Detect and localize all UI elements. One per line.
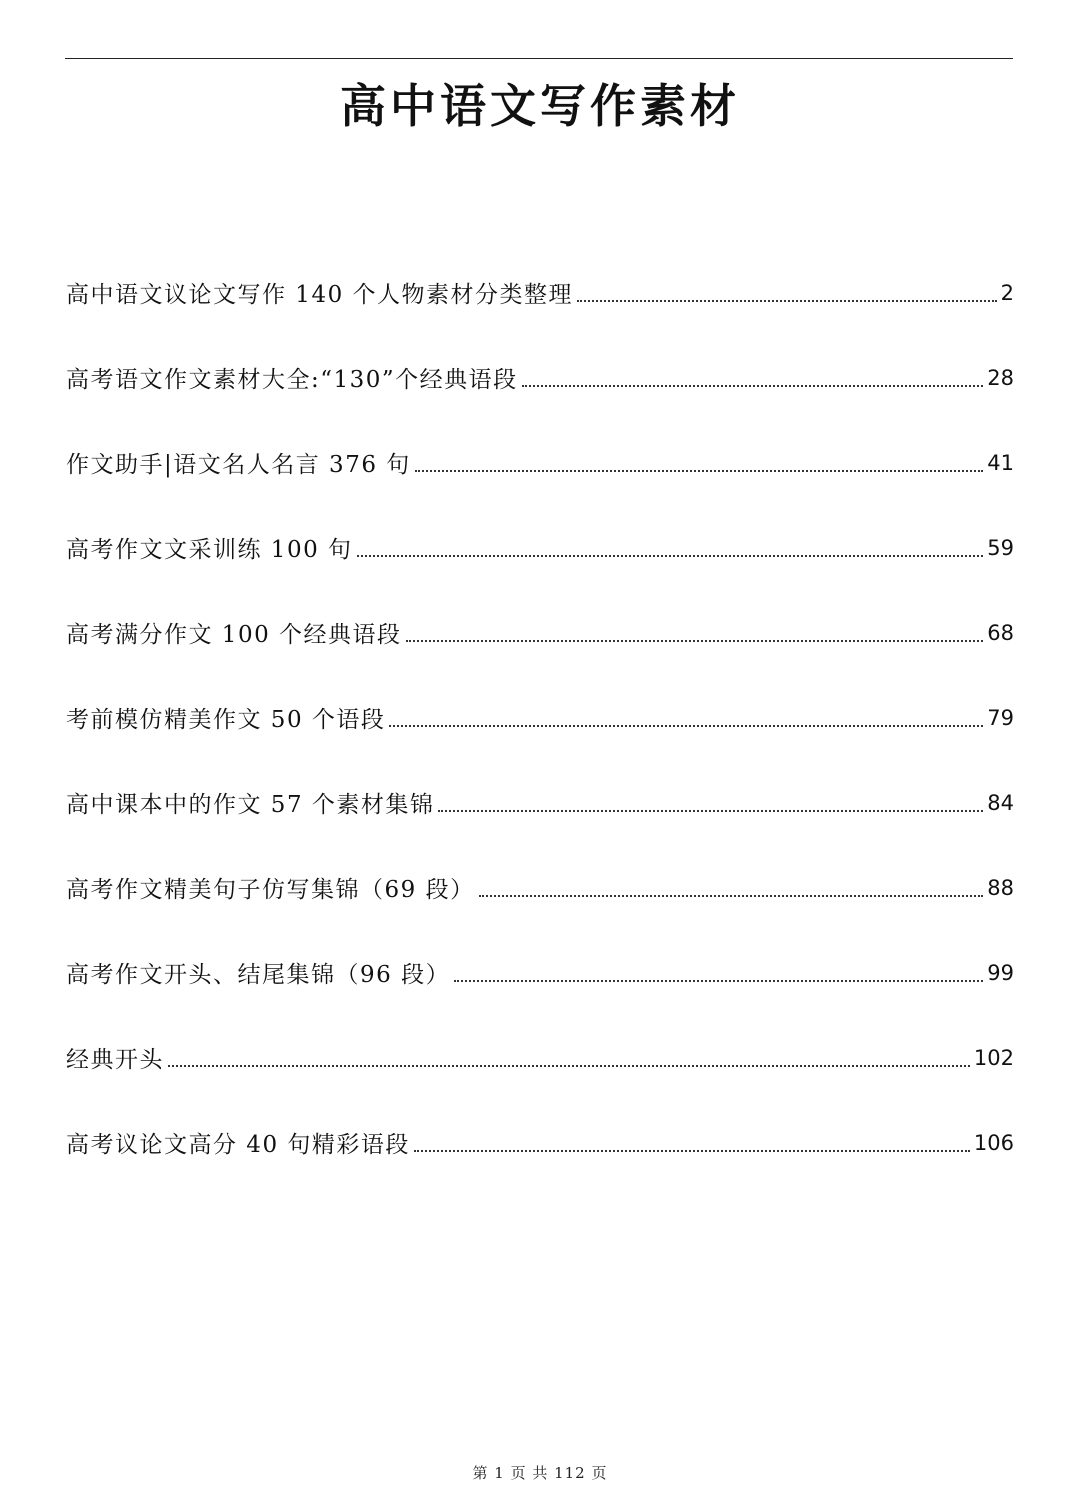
toc-entry[interactable] — [66, 335, 1014, 420]
toc-entry[interactable] — [66, 250, 1014, 335]
toc-entry-page: 2 — [1000, 280, 1014, 305]
toc-entry[interactable] — [66, 930, 1014, 1015]
dot-leader — [357, 555, 984, 557]
dot-leader — [522, 385, 984, 387]
toc-entry[interactable] — [66, 1100, 1014, 1185]
dot-leader — [454, 980, 983, 982]
toc-entry[interactable] — [66, 1015, 1014, 1100]
toc-entry-label: 高考作文精美句子仿写集锦（69 段） — [66, 877, 475, 903]
toc-entry-label: 经典开头 — [66, 1047, 164, 1073]
toc-entry-label: 高考作文文采训练 100 句 — [66, 537, 353, 563]
toc-entry-page: 84 — [987, 790, 1014, 815]
toc-entry-page: 106 — [973, 1130, 1014, 1155]
toc-entry-label: 高考满分作文 100 个经典语段 — [66, 622, 402, 648]
toc-entry-page: 41 — [987, 450, 1014, 475]
toc-entry-label: 高考语文作文素材大全:“130”个经典语段 — [66, 367, 518, 393]
toc-entry-label: 高中语文议论文写作 140 个人物素材分类整理 — [66, 282, 574, 308]
toc-entry[interactable] — [66, 760, 1014, 845]
toc-entry[interactable] — [66, 845, 1014, 930]
dot-leader — [414, 1150, 970, 1152]
toc-entry-page: 102 — [973, 1045, 1014, 1070]
dot-leader — [479, 895, 984, 897]
document-title: 高中语文写作素材 — [340, 79, 740, 133]
toc-entry-page: 99 — [987, 960, 1014, 985]
header-rule — [65, 58, 1013, 59]
toc-entry-label: 考前模仿精美作文 50 个语段 — [66, 707, 386, 733]
toc-entry[interactable] — [66, 675, 1014, 760]
toc-entry-label: 高考作文开头、结尾集锦（96 段） — [66, 962, 451, 988]
toc-entry-label: 高中课本中的作文 57 个素材集锦 — [66, 792, 435, 818]
table-of-contents — [66, 250, 1014, 1185]
toc-entry-page: 59 — [987, 535, 1014, 560]
toc-entry-page: 68 — [987, 620, 1014, 645]
toc-entry[interactable] — [66, 505, 1014, 590]
toc-entry[interactable] — [66, 590, 1014, 675]
dot-leader — [168, 1065, 970, 1067]
toc-entry[interactable] — [66, 420, 1014, 505]
toc-entry-page: 88 — [987, 875, 1014, 900]
toc-entry-page: 79 — [987, 705, 1014, 730]
toc-entry-label: 作文助手|语文名人名言 376 句 — [66, 452, 411, 478]
dot-leader — [577, 300, 997, 302]
toc-entry-page: 28 — [987, 365, 1014, 390]
dot-leader — [406, 640, 984, 642]
dot-leader — [415, 470, 983, 472]
toc-entry-label: 高考议论文高分 40 句精彩语段 — [66, 1132, 410, 1158]
page-footer: 第 1 页 共 112 页 — [472, 1464, 608, 1482]
dot-leader — [389, 725, 983, 727]
dot-leader — [438, 810, 983, 812]
